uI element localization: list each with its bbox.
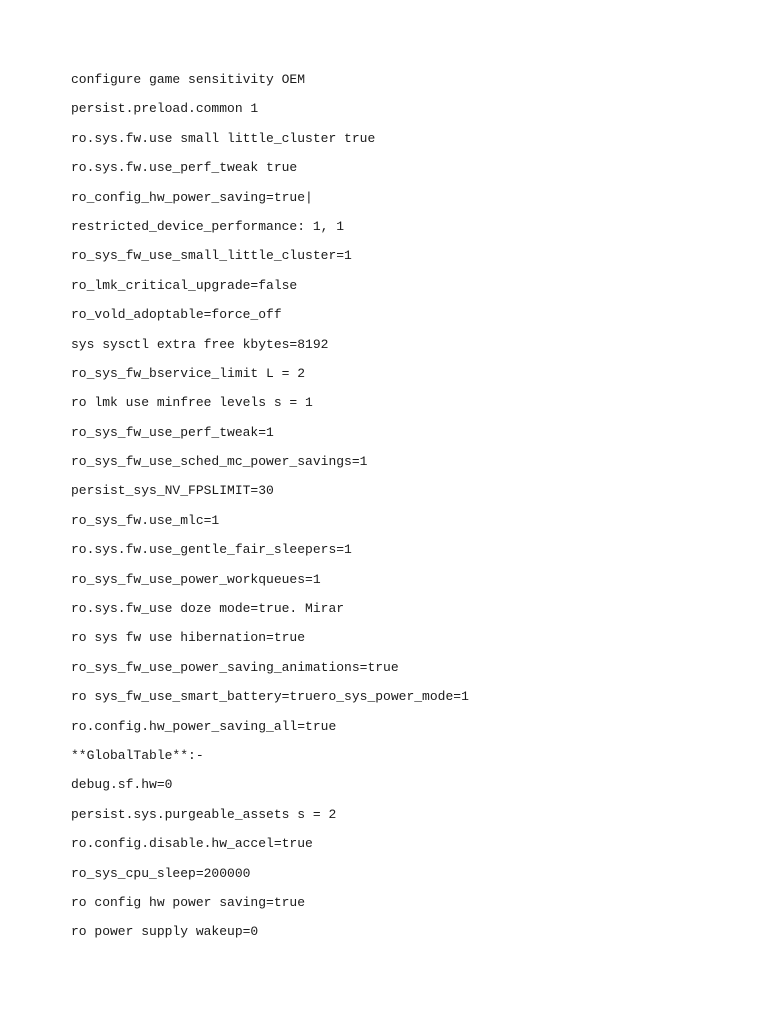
text-line: ro.sys.fw_use doze mode=true. Mirar [71,601,345,617]
text-line: ro.config.disable.hw_accel=true [71,836,313,852]
text-line: ro lmk use minfree levels s = 1 [71,395,313,411]
text-line: ro.sys.fw.use_gentle_fair_sleepers=1 [71,542,352,558]
text-line: persist.sys.purgeable_assets s = 2 [71,806,337,822]
text-line: sys sysctl extra free kbytes=8192 [71,336,329,352]
text-line: ro_config_hw_power_saving=true| [71,189,313,205]
text-line: ro_lmk_critical_upgrade=false [71,277,298,293]
text-line: ro_vold_adoptable=force_off [71,307,282,323]
text-line: ro_sys_fw_bservice_limit L = 2 [71,365,306,381]
text-line: ro sys_fw_use_smart_battery=truero_sys_power_mode=1 [71,689,469,705]
text-line: ro_sys_fw.use_mlc=1 [71,512,220,528]
text-line: ro.config.hw_power_saving_all=true [71,718,337,734]
text-line: restricted_device_performance: 1, 1 [71,218,345,234]
text-line: ro.sys.fw.use small little_cluster true [71,130,376,146]
text-line: persist.preload.common 1 [71,101,259,117]
text-line: ro sys fw use hibernation=true [71,630,306,646]
text-line: persist_sys_NV_FPSLIMIT=30 [71,483,274,499]
text-line: ro_sys_fw_use_power_saving_animations=true [71,659,399,675]
document-body [71,71,731,953]
text-line: ro.sys.fw.use_perf_tweak true [71,160,298,176]
text-line: ro_sys_fw_use_sched_mc_power_savings=1 [71,454,368,470]
text-line: **GlobalTable**:- [71,747,204,763]
text-line: ro power supply wakeup=0 [71,924,259,940]
text-line: configure game sensitivity OEM [71,72,306,87]
text-line: ro_sys_fw_use_perf_tweak=1 [71,424,274,440]
text-line: debug.sf.hw=0 [71,777,173,793]
text-line: ro config hw power saving=true [71,894,306,910]
text-line: ro_sys_fw_use_power_workqueues=1 [71,571,321,587]
text-line: ro_sys_fw_use_small_little_cluster=1 [71,248,352,264]
text-line: ro_sys_cpu_sleep=200000 [71,865,251,881]
